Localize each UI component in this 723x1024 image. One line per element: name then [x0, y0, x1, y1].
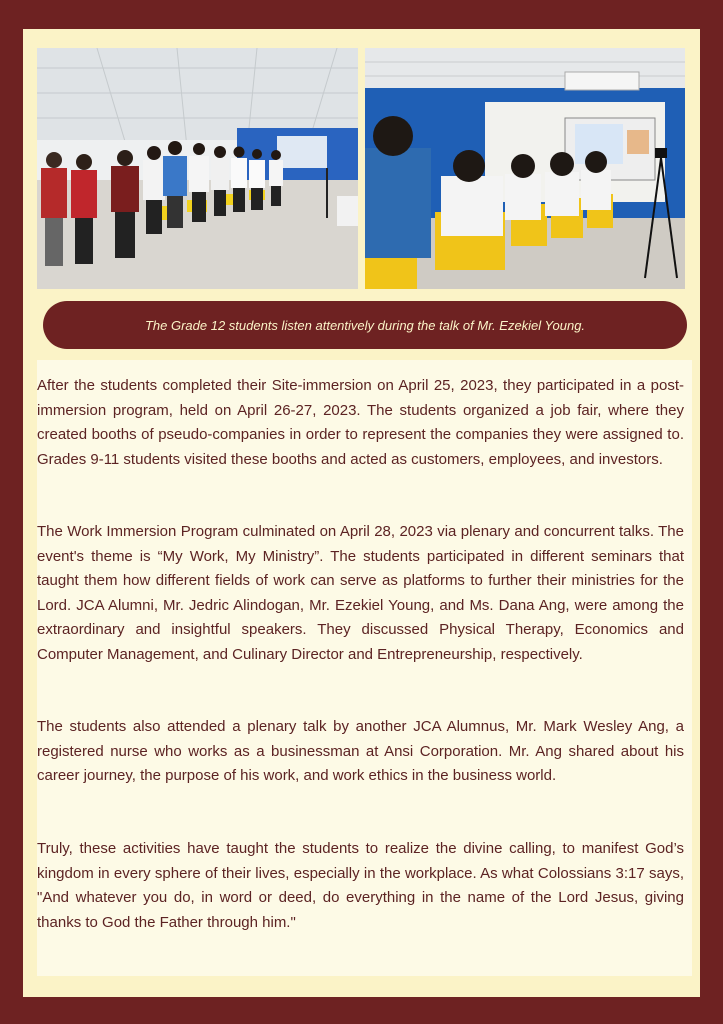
article-paragraph: Truly, these activities have taught the students to realize the divine calling, to manifest God’s kingdom in every sphere of their lives, especially in the workplace. As what Colossians 3:17 says, "And whatever you do, in word or deed, do everything in the name of the Lord Jesus, giving thanks to God the Father through him.": [37, 840, 684, 931]
newsletter-page: [23, 29, 700, 997]
photo-caption: The Grade 12 students listen attentively during the talk of Mr. Ezekiel Young.: [43, 301, 687, 349]
article-body: [37, 360, 692, 976]
photo-students-standing: [37, 48, 358, 289]
article-paragraph: The students also attended a plenary talk by another JCA Alumnus, Mr. Mark Wesley Ang, a registered nurse who works as a businessman at Ansi Corporation. Mr. Ang shared about his career journey, the purpose of his work, and work ethics in the business world.: [37, 718, 684, 784]
article-paragraph: The Work Immersion Program culminated on April 28, 2023 via plenary and concurrent talks. The event's theme is “My Work, My Ministry”. The students participated in different seminars that taught them how different fields of work can serve as platforms to further their ministries for the Lord. JCA Alumni, Mr. Jedric Alindogan, Mr. Ezekiel Young, and Ms. Dana Ang, were among the extraordinary and insightful speakers. They discussed Physical Therapy, Economics and Computer Management, and Culinary Director and Entrepreneurship, respectively.: [37, 523, 684, 663]
article-paragraph: After the students completed their Site-immersion on April 25, 2023, they participated in a post-immersion program, held on April 26-27, 2023. The students organized a job fair, where they created booths of pseudo-companies in order to represent the companies they were assigned to. Grades 9-11 students visited these booths and acted as customers, employees, and investors.: [37, 377, 684, 468]
photo-students-seated: [365, 48, 685, 289]
